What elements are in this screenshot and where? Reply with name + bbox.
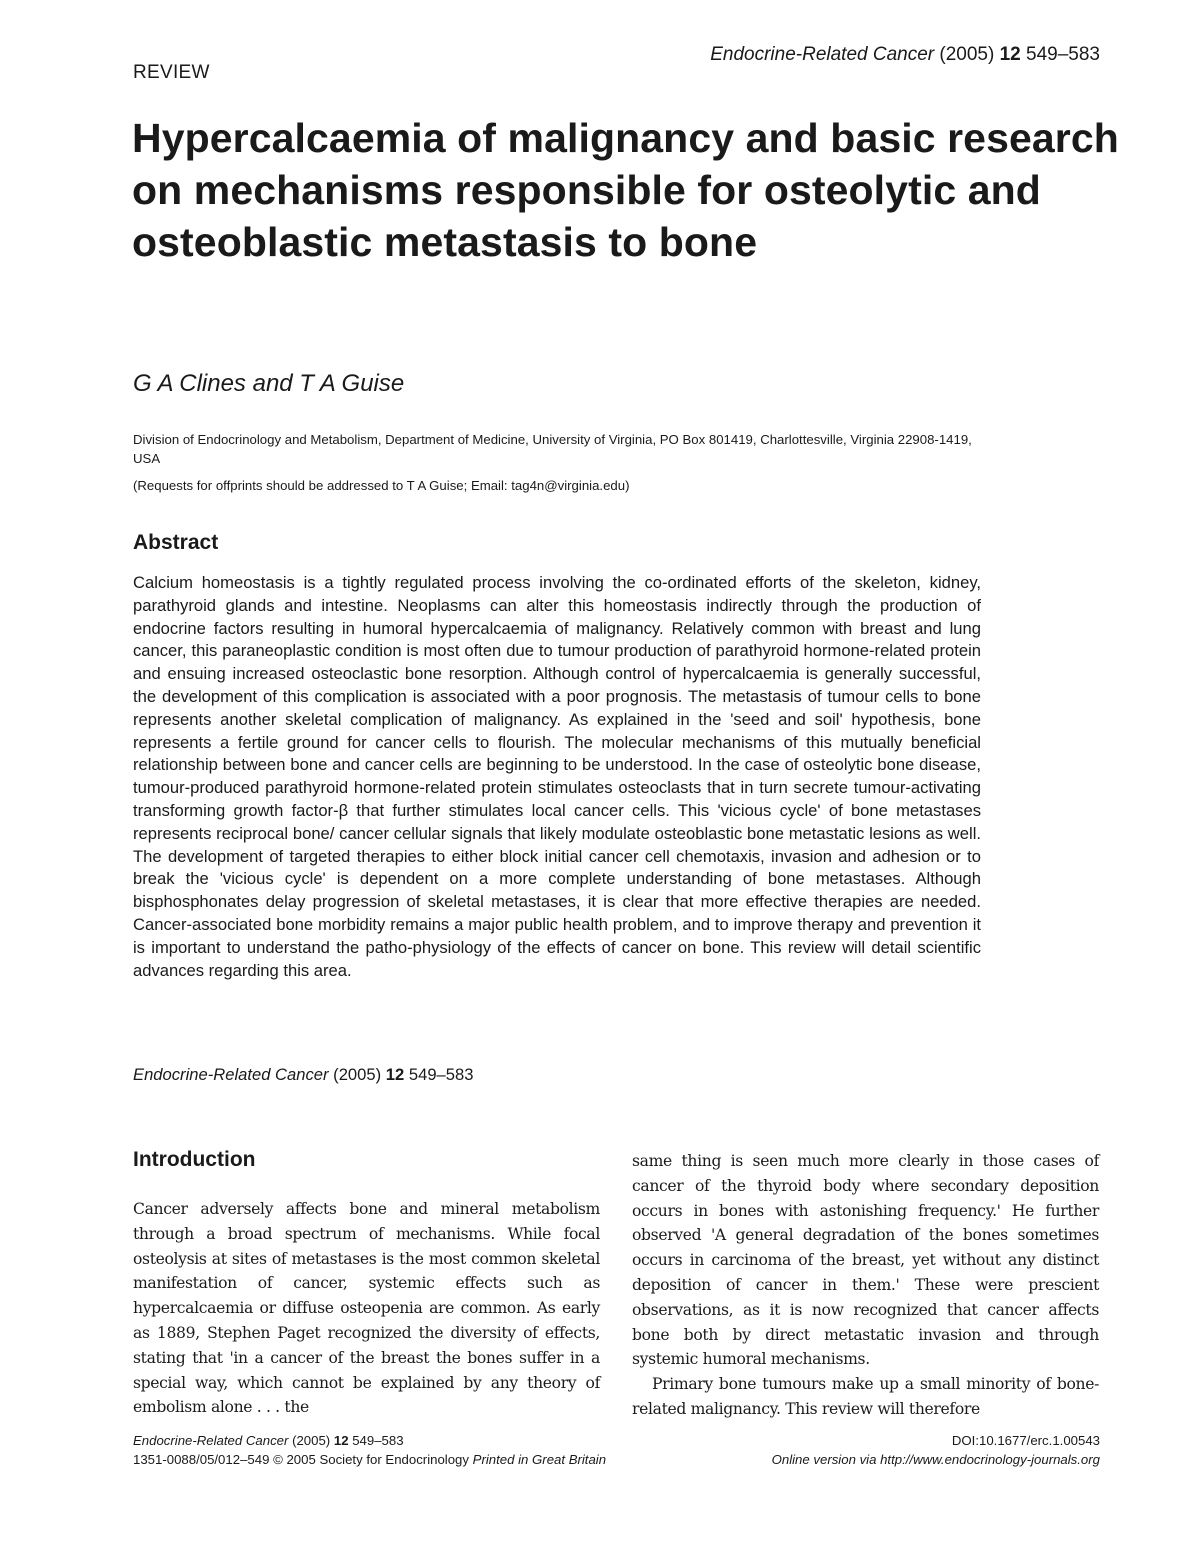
- journal-year: (2005): [939, 44, 995, 65]
- journal-pages: 549–583: [1026, 44, 1100, 65]
- introduction-right-column: [632, 1149, 1099, 1422]
- journal-volume: 12: [999, 44, 1021, 65]
- footer-online-version: Online version via http://www.endocrinology-journals.org: [771, 1452, 1100, 1467]
- abstract-citation: [133, 1065, 473, 1085]
- introduction-heading: Introduction: [133, 1148, 256, 1171]
- abstract-text: Calcium homeostasis is a tightly regulated process involving the co-ordinated efforts of the skeleton, kidney, parathyroid glands and intestine. Neoplasms can alter this homeostasis indirectly through the production of endocrine factors resulting in humoral hypercalcaemia of malignancy. Relatively common with breast and lung cancer, this paraneoplastic condition is most often due to tumour production of parathyroid hormone-related protein and ensuing increased osteoclastic bone resorption. Although control of hypercalcaemia is generally successful, the development of this complication is associated with a poor prognosis. The metastasis of tumour cells to bone represents another skeletal complication of malignancy. As explained in the 'seed and soil' hypothesis, bone represents a fertile ground for cancer cells to flourish. The molecular mechanisms of this mutually beneficial relationship between bone and cancer cells are beginning to be understood. In the case of osteolytic bone disease, tumour-produced parathyroid hormone-related protein stimulates osteoclasts that in turn secrete tumour-activating transforming growth factor-β that further stimulates local cancer cells. This 'vicious cycle' of bone metastases represents reciprocal bone/ cancer cellular signals that likely modulate osteoblastic bone metastatic lesions as well. The development of targeted therapies to either block initial cancer cell chemotaxis, invasion and adhesion or to break the 'vicious cycle' is dependent on a more complete understanding of bone metastases. Although bisphosphonates delay progression of skeletal metastases, it is clear that more effective therapies are needed. Cancer-associated bone morbidity remains a major public health problem, and to improve therapy and prevention it is important to understand the patho-physiology of the effects of cancer on bone. This review will detail scientific advances regarding this area.: [133, 573, 981, 980]
- journal-reference: [710, 44, 1100, 66]
- introduction-paragraph: Cancer adversely affects bone and mineral metabolism through a broad spectrum of mechanisms. While focal osteolysis at sites of metastases is the most common skeletal manifestation of cancer, systemic effects such as hypercalcaemia or diffuse osteopenia are common. As early as 1889, Stephen Paget recognized the diversity of effects, stating that 'in a cancer of the breast the bones suffer in a special way, which cannot be explained by any theory of embolism alone . . . the: [133, 1200, 600, 1417]
- introduction-left-column: [133, 1197, 600, 1420]
- article-title: Hypercalcaemia of malignancy and basic research on mechanisms responsible for osteolytic and osteoblastic metastasis to bone: [132, 115, 1119, 265]
- footer-volume: 12: [333, 1433, 349, 1448]
- introduction-paragraph: Primary bone tumours make up a small minority of bone-related malignancy. This review will therefore: [632, 1375, 1099, 1418]
- abstract-citation-pages: 549–583: [408, 1065, 474, 1084]
- introduction-paragraph: same thing is seen much more clearly in those cases of cancer of the thyroid body where secondary deposition occurs in bones with astonishing frequency.' He further observed 'A general degradation of the bones sometimes occurs in carcinoma of the breast, yet without any distinct deposition of cancer in them.' These were prescient observations, as it is now recognized that cancer affects bone both by direct metastatic invasion and through systemic humoral mechanisms.: [632, 1152, 1099, 1369]
- abstract-heading: Abstract: [133, 531, 219, 554]
- footer-printed: Printed in Great Britain: [472, 1452, 607, 1467]
- journal-name: Endocrine-Related Cancer: [710, 44, 935, 65]
- footer-doi: DOI:10.1677/erc.1.00543: [951, 1433, 1100, 1448]
- abstract-citation-journal: Endocrine-Related Cancer: [133, 1065, 329, 1084]
- author-affiliation: Division of Endocrinology and Metabolism, Department of Medicine, University of Virginia, PO Box 801419, Charlottesville, Virginia 22908-1419, USA: [133, 432, 972, 466]
- footer-journal: Endocrine-Related Cancer: [133, 1433, 289, 1448]
- section-label: REVIEW: [133, 62, 210, 83]
- footer-year: (2005): [292, 1433, 331, 1448]
- abstract-citation-volume: 12: [385, 1065, 405, 1084]
- article-authors: G A Clines and T A Guise: [133, 370, 405, 397]
- footer-pages: 549–583: [352, 1433, 404, 1448]
- offprints-note: (Requests for offprints should be addressed to T A Guise; Email: tag4n@virginia.edu): [133, 478, 630, 493]
- footer-copyright: [133, 1452, 606, 1467]
- footer-issn: 1351-0088/05/012–549 © 2005 Society for Endocrinology: [133, 1452, 469, 1467]
- footer-citation: [133, 1433, 404, 1448]
- abstract-citation-year: (2005): [333, 1065, 382, 1084]
